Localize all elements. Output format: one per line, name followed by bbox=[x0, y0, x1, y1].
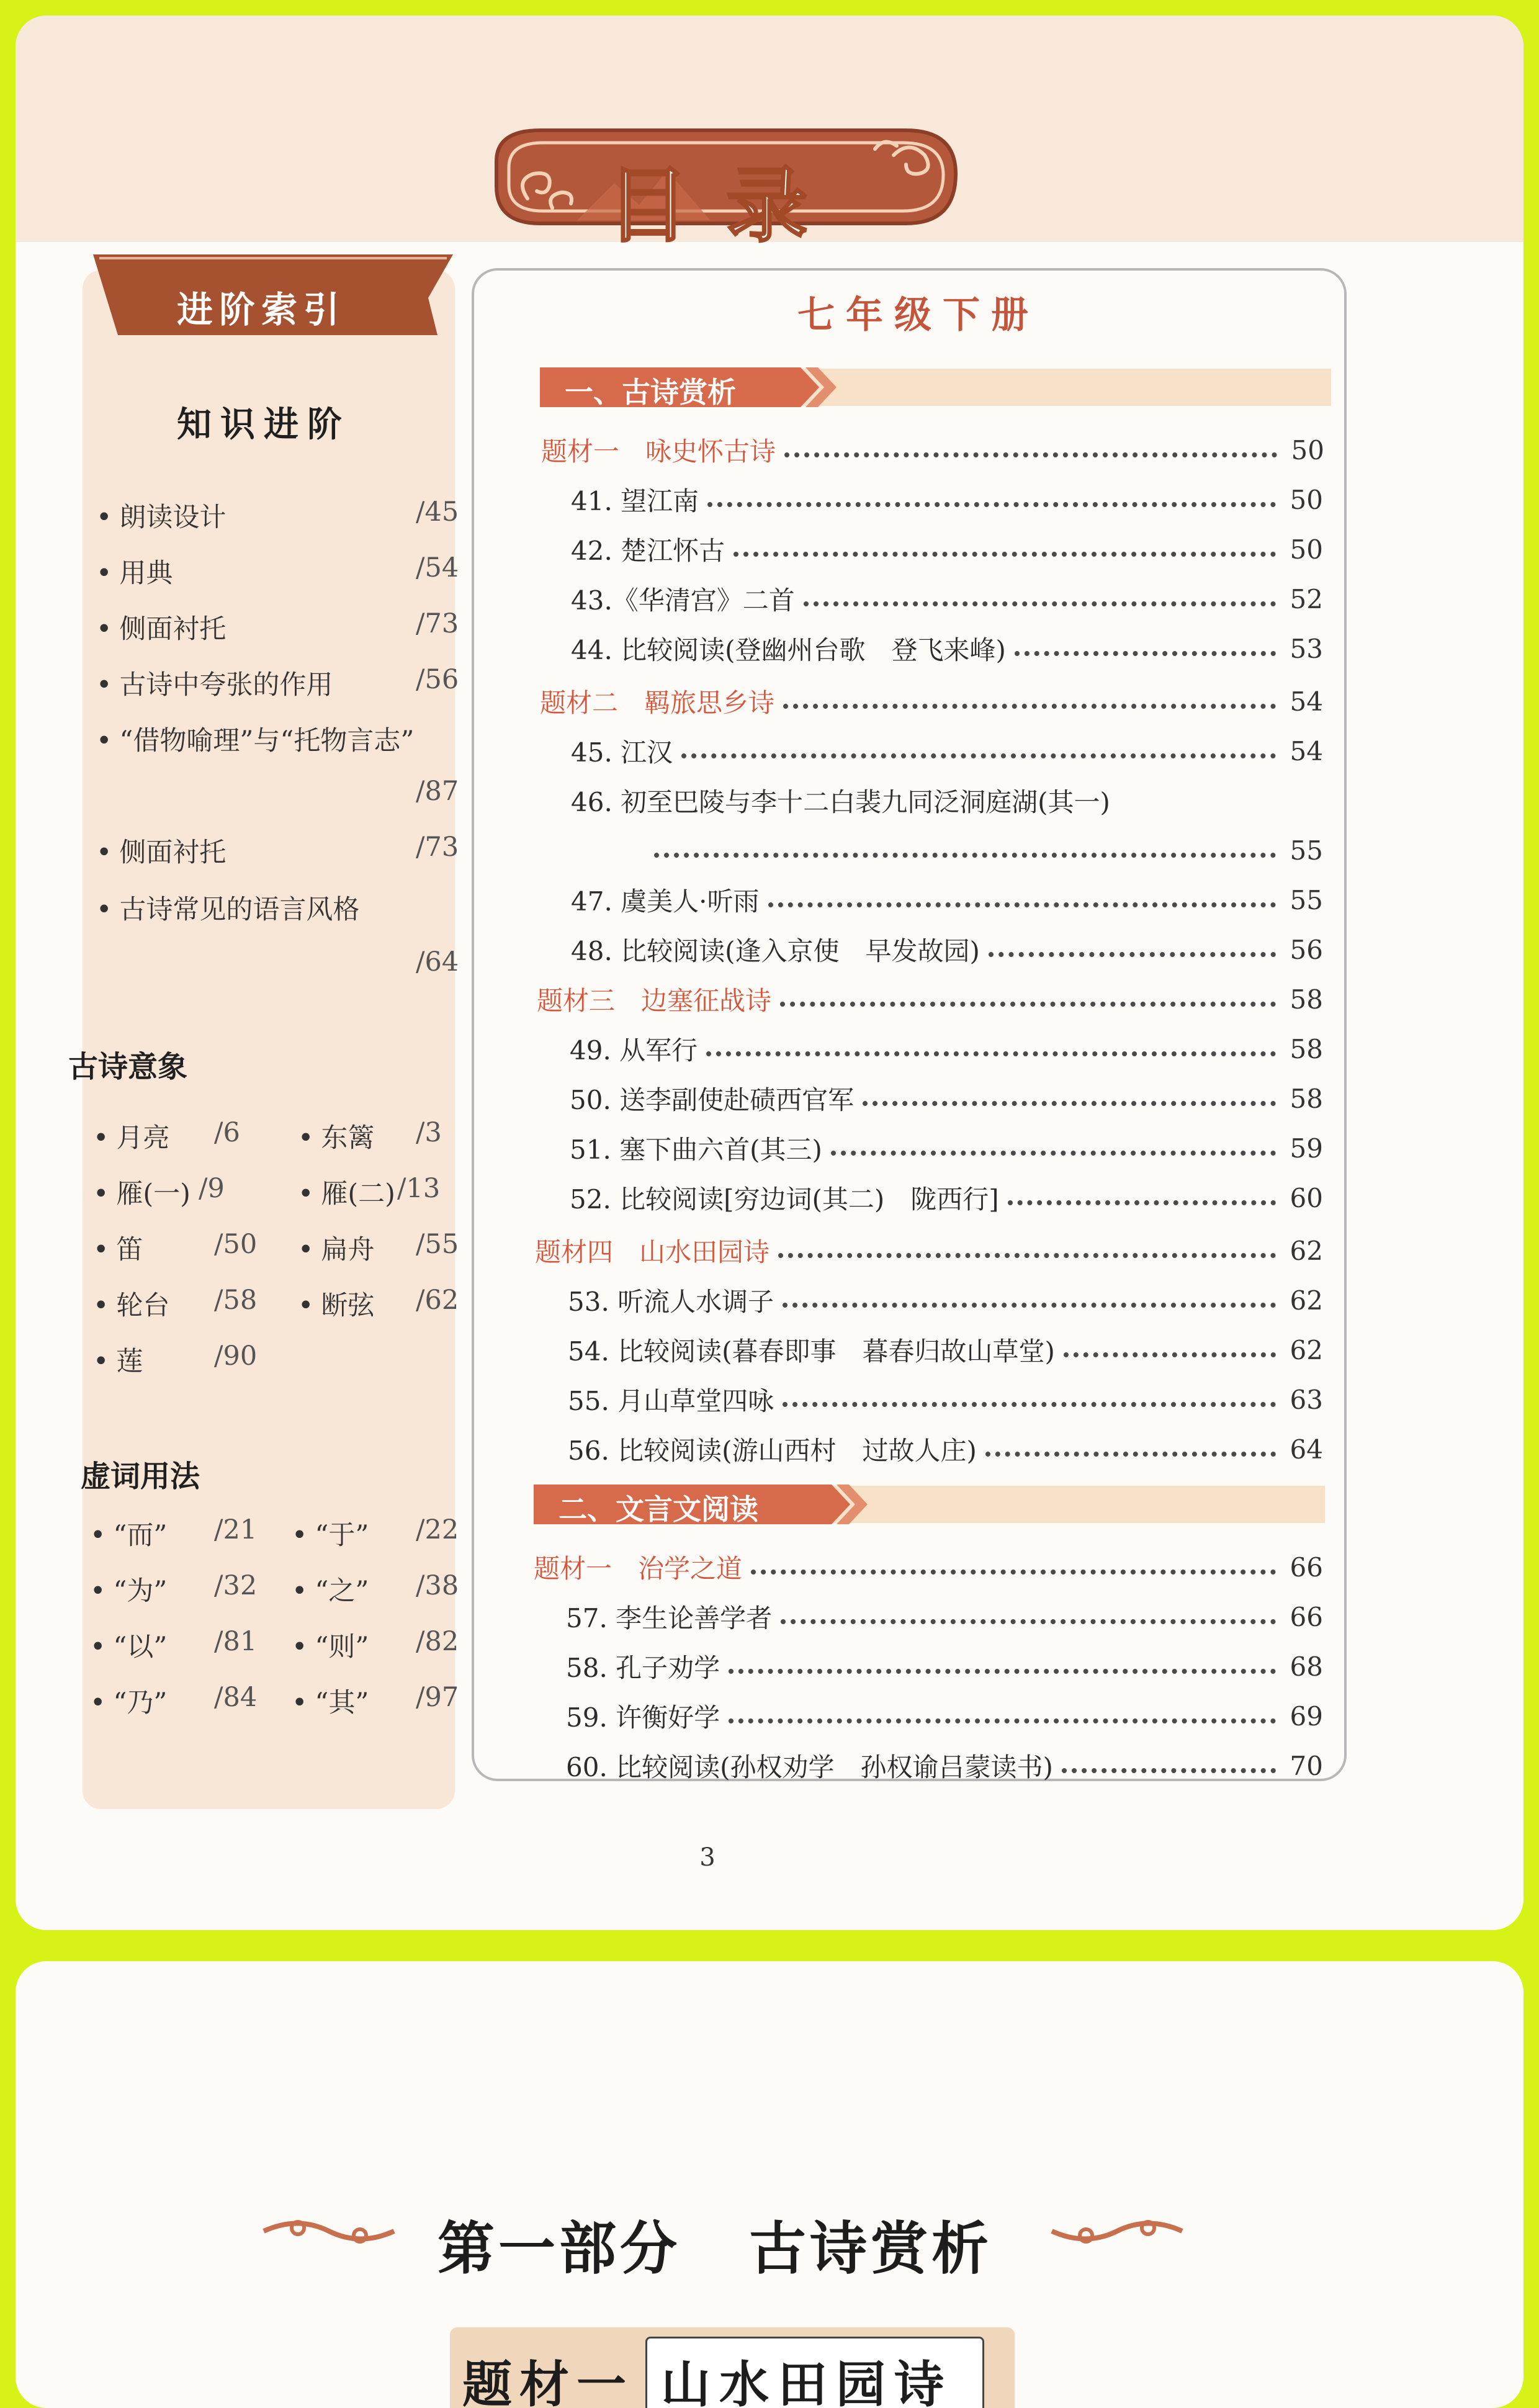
leader-dots bbox=[989, 952, 1276, 957]
toc-row-continuation[interactable] bbox=[645, 829, 1323, 872]
list-item[interactable]: • 东篱 bbox=[298, 1123, 375, 1154]
toc-theme-row[interactable] bbox=[541, 428, 1324, 472]
section-label: 二、文言文阅读 bbox=[559, 1493, 758, 1526]
toc-row[interactable] bbox=[568, 1378, 1323, 1421]
toc-title: 57. 李生论善学者 bbox=[566, 1603, 773, 1633]
toc-row[interactable] bbox=[571, 627, 1323, 670]
list-item[interactable]: • 雁(二) bbox=[298, 1179, 395, 1210]
leader-dots bbox=[783, 1402, 1276, 1407]
right-ornament-icon bbox=[1049, 2209, 1185, 2253]
list-item[interactable]: • 雁(一) bbox=[93, 1179, 191, 1210]
toc-page: 70 bbox=[1290, 1750, 1323, 1781]
toc-row[interactable] bbox=[568, 1278, 1323, 1322]
toc-page: 62 bbox=[1290, 1235, 1323, 1266]
toc-title: 54. 比较阅读(暮春即事 暮春归故山草堂) bbox=[568, 1336, 1055, 1367]
toc-page: 68 bbox=[1290, 1651, 1323, 1682]
toc-row[interactable] bbox=[568, 1328, 1323, 1372]
toc-page: 58 bbox=[1290, 1083, 1323, 1114]
list-item[interactable]: • “之” bbox=[292, 1576, 369, 1607]
item-label: 侧面衬托 bbox=[119, 837, 227, 868]
toc-title: 46. 初至巴陵与李十二白裴九同泛洞庭湖(其一) bbox=[571, 787, 1110, 817]
theme-label: 题材一 bbox=[462, 2355, 634, 2408]
toc-row[interactable] bbox=[571, 729, 1323, 773]
toc-theme-row[interactable] bbox=[534, 1545, 1323, 1589]
item-label: “乃” bbox=[113, 1687, 168, 1718]
item-page: /50 bbox=[214, 1229, 258, 1260]
list-item[interactable]: • 莲 bbox=[93, 1346, 143, 1377]
item-page: /62 bbox=[416, 1285, 459, 1316]
item-label: 莲 bbox=[116, 1346, 143, 1377]
toc-title: 题材一 咏史怀古诗 bbox=[541, 436, 776, 467]
item-label: “之” bbox=[315, 1576, 369, 1607]
page-title: 目录 bbox=[607, 158, 845, 254]
toc-title: 42. 楚江怀古 bbox=[571, 536, 725, 566]
part-one-page bbox=[16, 1961, 1523, 2408]
title-banner bbox=[472, 106, 980, 254]
toc-page: 69 bbox=[1290, 1700, 1323, 1732]
item-page: /22 bbox=[416, 1514, 459, 1545]
part-title bbox=[437, 2203, 992, 2285]
item-page: /58 bbox=[214, 1285, 258, 1316]
leader-dots bbox=[706, 1051, 1276, 1056]
toc-title: 58. 孔子劝学 bbox=[566, 1653, 720, 1683]
left-ornament-icon bbox=[261, 2209, 397, 2253]
toc-page: 50 bbox=[1291, 434, 1324, 465]
toc-title: 56. 比较阅读(游山西村 过故人庄) bbox=[568, 1435, 977, 1466]
leader-dots bbox=[781, 1619, 1276, 1624]
toc-page: 63 bbox=[1290, 1384, 1323, 1415]
part-number: 第一部分 bbox=[437, 2215, 681, 2282]
list-item[interactable]: • “借物喻理”与“托物言志” bbox=[96, 726, 415, 757]
leader-dots bbox=[778, 1253, 1276, 1258]
item-page: /82 bbox=[416, 1626, 459, 1657]
leader-dots bbox=[729, 1669, 1276, 1674]
leader-dots bbox=[1064, 1352, 1276, 1357]
toc-title: 52. 比较阅读[穷边词(其二) 陇西行] bbox=[570, 1184, 999, 1215]
toc-row[interactable] bbox=[566, 1694, 1323, 1738]
list-item[interactable]: • 朗读设计 bbox=[96, 502, 227, 533]
leader-dots bbox=[985, 1452, 1276, 1457]
item-page: /90 bbox=[214, 1341, 258, 1372]
toc-page: 62 bbox=[1290, 1334, 1323, 1365]
knowledge-title: 知识进阶 bbox=[177, 405, 351, 445]
list-item[interactable]: • “则” bbox=[292, 1632, 369, 1663]
toc-title: 60. 比较阅读(孙权劝学 孙权谕吕蒙读书) bbox=[566, 1752, 1053, 1782]
toc-title: 51. 塞下曲六首(其三) bbox=[570, 1134, 822, 1165]
leader-dots bbox=[1008, 1200, 1276, 1205]
leader-dots bbox=[783, 704, 1276, 709]
toc-row[interactable] bbox=[568, 1427, 1323, 1471]
item-label: “而” bbox=[113, 1520, 168, 1551]
list-item[interactable]: • 侧面衬托 bbox=[96, 837, 227, 868]
list-item[interactable]: • 轮台 bbox=[93, 1290, 170, 1321]
leader-dots bbox=[654, 853, 1276, 858]
toc-row[interactable] bbox=[570, 1027, 1323, 1071]
leader-dots bbox=[1015, 651, 1276, 656]
theme-topic: 山水田园诗 bbox=[661, 2355, 953, 2408]
toc-row[interactable] bbox=[571, 878, 1323, 922]
toc-row[interactable] bbox=[571, 928, 1323, 971]
item-label: 扁舟 bbox=[321, 1234, 375, 1265]
list-item[interactable]: • 扁舟 bbox=[298, 1234, 375, 1265]
toc-title: 45. 江汉 bbox=[571, 737, 673, 768]
toc-row[interactable] bbox=[570, 1077, 1323, 1120]
item-page: /32 bbox=[214, 1570, 258, 1601]
item-page: /84 bbox=[214, 1682, 258, 1713]
function-words-title: 虚词用法 bbox=[81, 1459, 200, 1494]
section-bar-classical bbox=[534, 1482, 1325, 1527]
toc-theme-row[interactable] bbox=[537, 977, 1323, 1021]
toc-title: 50. 送李副使赴碛西官军 bbox=[570, 1085, 855, 1115]
item-label: 月亮 bbox=[116, 1123, 170, 1154]
toc-page: 54 bbox=[1290, 735, 1323, 766]
list-item[interactable]: • “于” bbox=[292, 1520, 369, 1551]
leader-dots bbox=[863, 1101, 1276, 1106]
item-page: /55 bbox=[416, 1229, 459, 1260]
toc-row[interactable] bbox=[570, 1126, 1323, 1170]
item-page: /97 bbox=[416, 1682, 459, 1713]
leader-dots bbox=[804, 601, 1276, 606]
toc-page: 53 bbox=[1290, 633, 1323, 664]
item-page: /73 bbox=[416, 608, 459, 639]
item-label: 轮台 bbox=[116, 1290, 170, 1321]
toc-title: 题材二 羁旅思乡诗 bbox=[540, 688, 775, 718]
leader-dots bbox=[729, 1718, 1276, 1723]
toc-page: 54 bbox=[1290, 686, 1323, 717]
toc-page: 52 bbox=[1290, 583, 1323, 614]
list-item[interactable]: • 古诗常见的语言风格 bbox=[96, 894, 360, 925]
leader-dots bbox=[780, 1002, 1276, 1007]
toc-page: 50 bbox=[1290, 484, 1323, 515]
item-page: /38 bbox=[416, 1570, 459, 1601]
item-page: /87 bbox=[416, 776, 459, 807]
toc-title: 题材一 治学之道 bbox=[534, 1553, 743, 1584]
item-label: 笛 bbox=[116, 1234, 143, 1265]
list-item[interactable]: • “乃” bbox=[90, 1687, 168, 1718]
item-label: 用典 bbox=[119, 558, 173, 589]
leader-dots bbox=[783, 1303, 1276, 1308]
item-label: 古诗中夸张的作用 bbox=[119, 670, 333, 701]
toc-page: 66 bbox=[1290, 1601, 1323, 1632]
item-page: /21 bbox=[214, 1514, 258, 1545]
item-page: /45 bbox=[416, 496, 459, 528]
leader-dots bbox=[751, 1570, 1276, 1575]
index-tab-label: 进阶索引 bbox=[177, 289, 346, 331]
toc-row[interactable] bbox=[566, 1744, 1323, 1787]
leader-dots bbox=[734, 552, 1276, 557]
imagery-title: 古诗意象 bbox=[68, 1049, 188, 1084]
list-item[interactable]: • “以” bbox=[90, 1632, 168, 1663]
toc-title: 48. 比较阅读(逢入京使 早发故园) bbox=[571, 936, 980, 966]
list-item[interactable]: • 侧面衬托 bbox=[96, 614, 227, 645]
leader-dots bbox=[1062, 1768, 1276, 1773]
section-bar-poetry bbox=[540, 365, 1331, 410]
page-number: 3 bbox=[699, 1843, 716, 1872]
toc-title: 59. 许衡好学 bbox=[566, 1702, 720, 1733]
toc-row[interactable] bbox=[566, 1595, 1323, 1638]
section-label: 一、古诗赏析 bbox=[565, 375, 736, 409]
list-item[interactable]: • 古诗中夸张的作用 bbox=[96, 670, 333, 701]
leader-dots bbox=[831, 1151, 1276, 1156]
item-label: “为” bbox=[113, 1576, 168, 1607]
item-page: /73 bbox=[416, 832, 459, 863]
toc-page: 58 bbox=[1290, 1033, 1323, 1064]
grade-title: 七年级下册 bbox=[797, 294, 1039, 337]
toc-title: 53. 听流人水调子 bbox=[568, 1287, 774, 1317]
list-item[interactable]: • “其” bbox=[292, 1687, 369, 1718]
leader-dots bbox=[681, 753, 1276, 758]
toc-theme-row[interactable] bbox=[540, 680, 1323, 723]
list-item[interactable]: • “而” bbox=[90, 1520, 168, 1551]
toc-row[interactable] bbox=[571, 577, 1323, 621]
item-label: 朗读设计 bbox=[119, 502, 227, 533]
toc-page: 50 bbox=[1290, 534, 1323, 565]
list-item[interactable]: • 断弦 bbox=[298, 1290, 375, 1321]
toc-page: 55 bbox=[1290, 884, 1323, 915]
item-page: /9 bbox=[199, 1173, 225, 1204]
toc-title: 43.《华清宫》二首 bbox=[571, 585, 795, 616]
toc-page: 56 bbox=[1290, 934, 1323, 965]
item-label: “其” bbox=[315, 1687, 369, 1718]
list-item[interactable]: • 笛 bbox=[93, 1234, 143, 1265]
toc-page: 55 bbox=[1290, 835, 1323, 866]
part-name: 古诗赏析 bbox=[749, 2215, 993, 2282]
toc-row[interactable] bbox=[566, 1645, 1323, 1688]
item-label: 侧面衬托 bbox=[119, 614, 227, 645]
toc-row[interactable] bbox=[571, 779, 1323, 822]
toc-title: 题材四 山水田园诗 bbox=[535, 1237, 770, 1267]
toc-title: 44. 比较阅读(登幽州台歌 登飞来峰) bbox=[571, 635, 1006, 665]
leader-dots bbox=[768, 902, 1277, 907]
toc-page: 59 bbox=[1290, 1133, 1323, 1164]
toc-title: 41. 望江南 bbox=[571, 486, 699, 516]
toc-row[interactable] bbox=[571, 528, 1323, 571]
toc-title: 49. 从军行 bbox=[570, 1035, 698, 1066]
item-label: 雁(二) bbox=[321, 1179, 395, 1210]
item-label: “以” bbox=[113, 1632, 168, 1663]
toc-page: 64 bbox=[1290, 1434, 1323, 1465]
item-page: /81 bbox=[214, 1626, 258, 1657]
item-page: /56 bbox=[416, 664, 459, 695]
item-label: 古诗常见的语言风格 bbox=[119, 894, 360, 925]
item-page: /13 bbox=[397, 1173, 441, 1204]
toc-theme-row[interactable] bbox=[535, 1229, 1323, 1272]
list-item[interactable]: • “为” bbox=[90, 1576, 168, 1607]
item-page: /64 bbox=[416, 946, 459, 977]
item-label: “则” bbox=[315, 1632, 369, 1663]
toc-page: 62 bbox=[1290, 1285, 1323, 1316]
item-page: /3 bbox=[416, 1117, 442, 1148]
list-item[interactable]: • 月亮 bbox=[93, 1123, 170, 1154]
toc-title: 47. 虞美人·听雨 bbox=[571, 886, 760, 917]
item-page: /54 bbox=[416, 552, 459, 583]
toc-row[interactable] bbox=[571, 478, 1323, 521]
item-label: 断弦 bbox=[321, 1290, 375, 1321]
item-label: “于” bbox=[315, 1520, 369, 1551]
item-label: 雁(一) bbox=[116, 1179, 191, 1210]
toc-page: 58 bbox=[1290, 984, 1323, 1015]
item-label: 东篱 bbox=[321, 1123, 375, 1154]
toc-title: 题材三 边塞征战诗 bbox=[537, 986, 772, 1016]
leader-dots bbox=[707, 502, 1276, 507]
toc-page: 66 bbox=[1290, 1552, 1323, 1583]
toc-page: 60 bbox=[1290, 1182, 1323, 1213]
item-label: “借物喻理”与“托物言志” bbox=[119, 726, 415, 757]
toc-title: 55. 月山草堂四咏 bbox=[568, 1386, 774, 1416]
toc-row[interactable] bbox=[570, 1176, 1323, 1220]
leader-dots bbox=[784, 452, 1277, 457]
item-page: /6 bbox=[214, 1117, 240, 1148]
list-item[interactable]: • 用典 bbox=[96, 558, 173, 589]
